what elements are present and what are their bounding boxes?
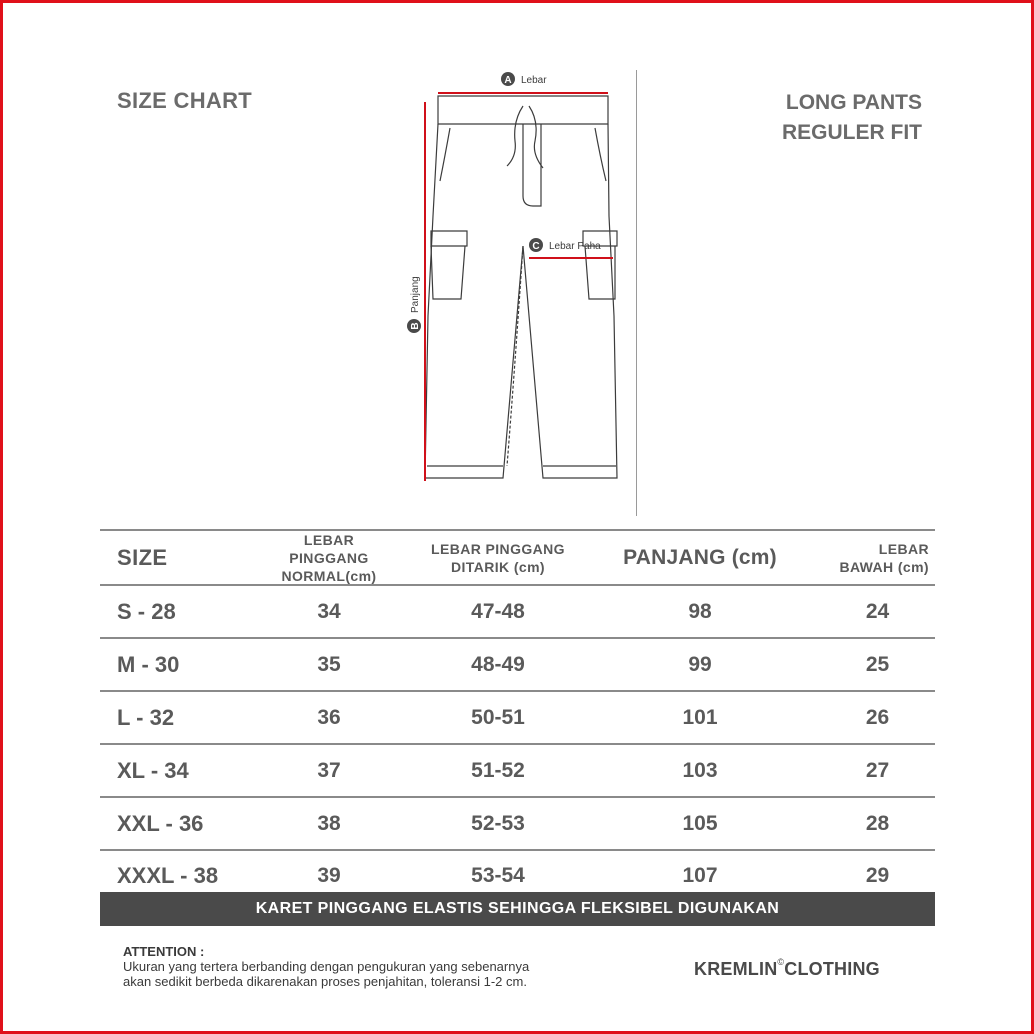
cell-normal: 34 [317, 599, 341, 623]
header-lebar-ditarik-line1: LEBAR PINGGANG [431, 540, 565, 557]
cell-bawah: 27 [865, 758, 890, 782]
cell-ditarik: 51-52 [471, 758, 525, 782]
table-row [100, 798, 935, 851]
cell-size: XXL - 36 [117, 810, 204, 836]
header-panjang: PANJANG (cm) [623, 545, 777, 569]
header-lebar-bawah-line1: LEBAR [878, 540, 929, 557]
cell-normal: 38 [317, 811, 341, 835]
table-header-row [100, 529, 935, 586]
cell-panjang: 98 [688, 599, 712, 623]
cell-bawah: 28 [865, 811, 890, 835]
header-lebar-bawah-line2: BAWAH (cm) [839, 558, 929, 575]
cell-panjang: 101 [682, 705, 718, 729]
header-lebar-normal-line1: LEBAR PINGGANG [289, 531, 369, 566]
cell-panjang: 105 [682, 811, 718, 835]
table-row [100, 692, 935, 745]
cell-ditarik: 48-49 [471, 652, 525, 676]
cell-bawah: 26 [865, 705, 890, 729]
header-lebar-normal [265, 531, 393, 584]
brand-name-part1: KREMLIN [694, 959, 778, 979]
label-a-text: Lebar [521, 75, 547, 86]
cell-bawah: 29 [865, 863, 890, 887]
header-lebar-ditarik [422, 531, 574, 584]
attention-line1: Ukuran yang tertera berbanding dengan pengukuran yang sebenarnya [123, 959, 530, 974]
attention-note [123, 944, 529, 989]
label-b-letter: B [410, 322, 421, 330]
attention-line2: akan sedikit berbeda dikarenakan proses penjahitan, toleransi 1-2 cm. [123, 974, 527, 989]
cell-size: L - 32 [117, 704, 175, 730]
cell-ditarik: 53-54 [471, 863, 525, 887]
label-c-letter: C [532, 241, 540, 252]
product-title-line2: REGULER FIT [782, 121, 922, 144]
table-row [100, 639, 935, 692]
elastic-waist-banner: KARET PINGGANG ELASTIS SEHINGGA FLEKSIBEL DIGUNAKAN [100, 892, 935, 926]
header-lebar-normal-line2: NORMAL(cm) [281, 567, 377, 584]
cell-size: XXXL - 38 [117, 862, 219, 888]
cell-normal: 39 [317, 863, 341, 887]
cell-normal: 36 [317, 705, 341, 729]
table-row [100, 586, 935, 639]
header-size: SIZE [117, 544, 168, 570]
attention-title: ATTENTION : [123, 944, 205, 959]
product-title [662, 88, 922, 148]
cell-ditarik: 50-51 [471, 705, 525, 729]
pants-illustration [395, 66, 635, 491]
cell-bawah: 24 [865, 599, 890, 623]
cell-normal: 35 [317, 652, 341, 676]
label-a-letter: A [504, 75, 512, 86]
label-c-text: Lebar Paha [549, 241, 601, 252]
header-lebar-ditarik-line2: DITARIK (cm) [451, 558, 545, 575]
cell-ditarik: 52-53 [471, 811, 525, 835]
table-row [100, 745, 935, 798]
copyright-mark: © [777, 957, 785, 967]
label-b-text: Panjang [410, 276, 421, 313]
product-title-line1: LONG PANTS [785, 91, 922, 114]
cell-panjang: 103 [682, 758, 718, 782]
header-lebar-bawah [820, 531, 935, 584]
brand-logo [694, 959, 880, 980]
cell-panjang: 107 [682, 863, 718, 887]
divider-line [636, 70, 637, 516]
size-chart-title: SIZE CHART [117, 88, 252, 113]
brand-name-part2: CLOTHING [784, 959, 880, 979]
cell-bawah: 25 [865, 652, 890, 676]
cell-panjang: 99 [688, 652, 712, 676]
cell-normal: 37 [317, 758, 341, 782]
size-table [100, 529, 935, 900]
cell-size: S - 28 [117, 598, 176, 624]
cell-ditarik: 47-48 [471, 599, 525, 623]
cell-size: XL - 34 [117, 757, 189, 783]
cell-size: M - 30 [117, 651, 180, 677]
